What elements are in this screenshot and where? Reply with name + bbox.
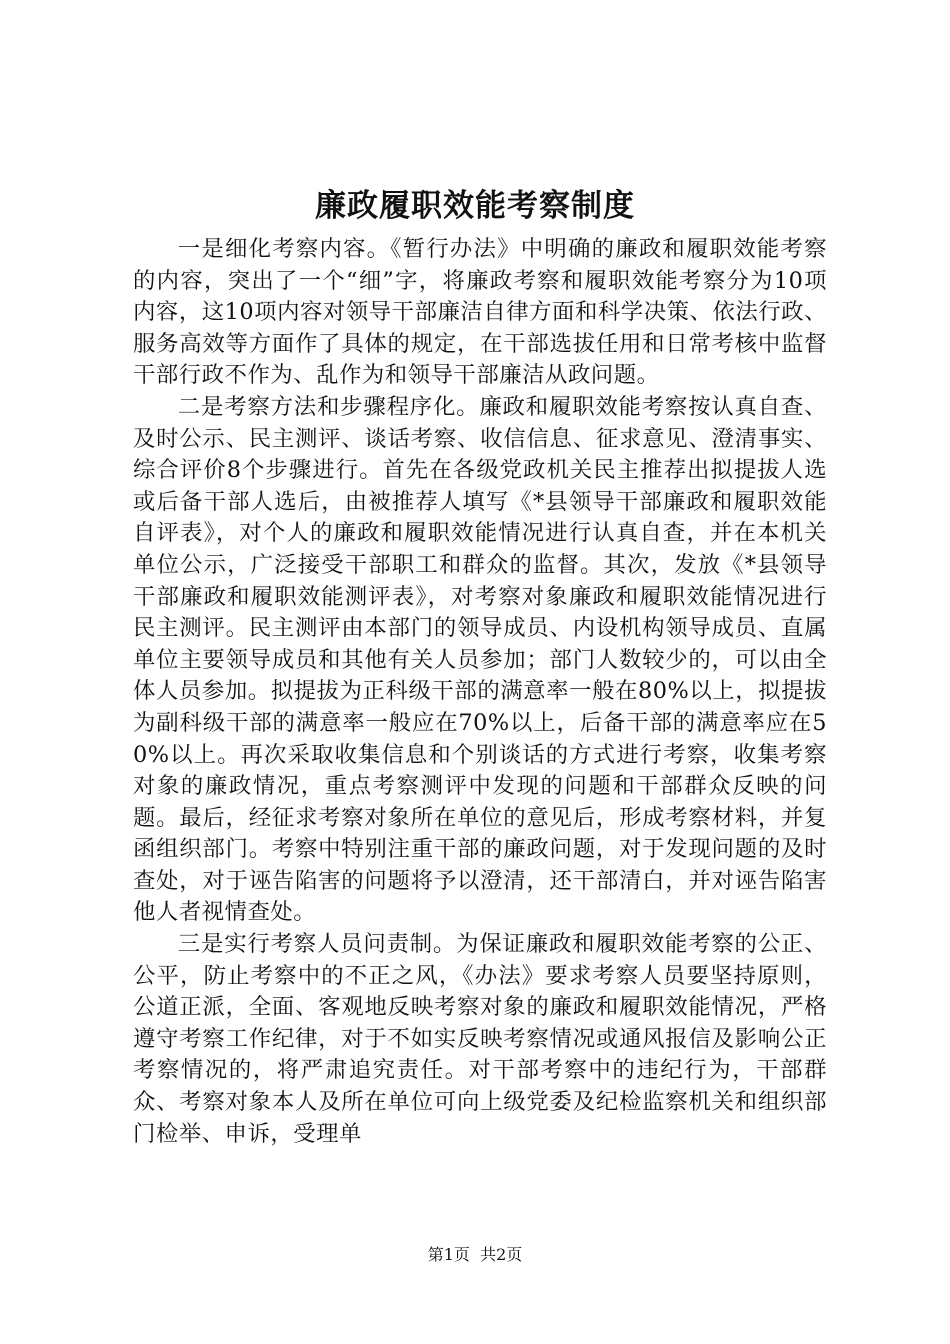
- paragraph-2: 二是考察方法和步骤程序化。廉政和履职效能考察按认真自查、及时公示、民主测评、谈话考察、收信信息、征求意见、澄清事实、综合评价8个步骤进行。首先在各级党政机关民主推荐出拟提拔人选或后备干部人选后，由被推荐人填写《*县领导干部廉政和履职效能自评表》，对个人的廉政和履职效能情况进行认真自查，并在本机关单位公示，广泛接受干部职工和群众的监督。其次，发放《*县领导干部廉政和履职效能测评表》，对考察对象廉政和履职效能情况进行民主测评。民主测评由本部门的领导成员、内设机构领导成员、直属单位主要领导成员和其他有关人员参加；部门人数较少的，可以由全体人员参加。拟提拔为正科级干部的满意率一般在80%以上，拟提拔为副科级干部的满意率一般应在70%以上，后备干部的满意率应在50%以上。再次采取收集信息和个别谈话的方式进行考察，收集考察对象的廉政情况，重点考察测评中发现的问题和干部群众反映的问题。最后，经征求考察对象所在单位的意见后，形成考察材料，并复函组织部门。考察中特别注重干部的廉政问题，对于发现问题的及时查处，对于诬告陷害的问题将予以澄清，还干部清白，并对诬告陷害他人者视情查处。: [133, 393, 827, 926]
- document-title: 廉政履职效能考察制度: [315, 188, 635, 224]
- paragraph-1: 一是细化考察内容。《暂行办法》中明确的廉政和履职效能考察的内容，突出了一个“细”字，将廉政考察和履职效能考察分为10项内容，这10项内容对领导干部廉洁自律方面和科学决策、依法行政、服务高效等方面作了具体的规定，在干部选拔任用和日常考核中监督干部行政不作为、乱作为和领导干部廉洁从政问题。: [133, 236, 827, 389]
- paragraph-3: 三是实行考察人员问责制。为保证廉政和履职效能考察的公正、公平，防止考察中的不正之风，《办法》要求考察人员要坚持原则，公道正派，全面、客观地反映考察对象的廉政和履职效能情况，严格遵守考察工作纪律，对于不如实反映考察情况或通风报信及影响公正考察情况的，将严肃追究责任。对干部考察中的违纪行为，干部群众、考察对象本人及所在单位可向上级党委及纪检监察机关和组织部门检举、申诉，受理单: [133, 931, 827, 1147]
- page-number-footer: 第1页 共2页: [427, 1245, 523, 1264]
- document-body: [133, 234, 827, 1150]
